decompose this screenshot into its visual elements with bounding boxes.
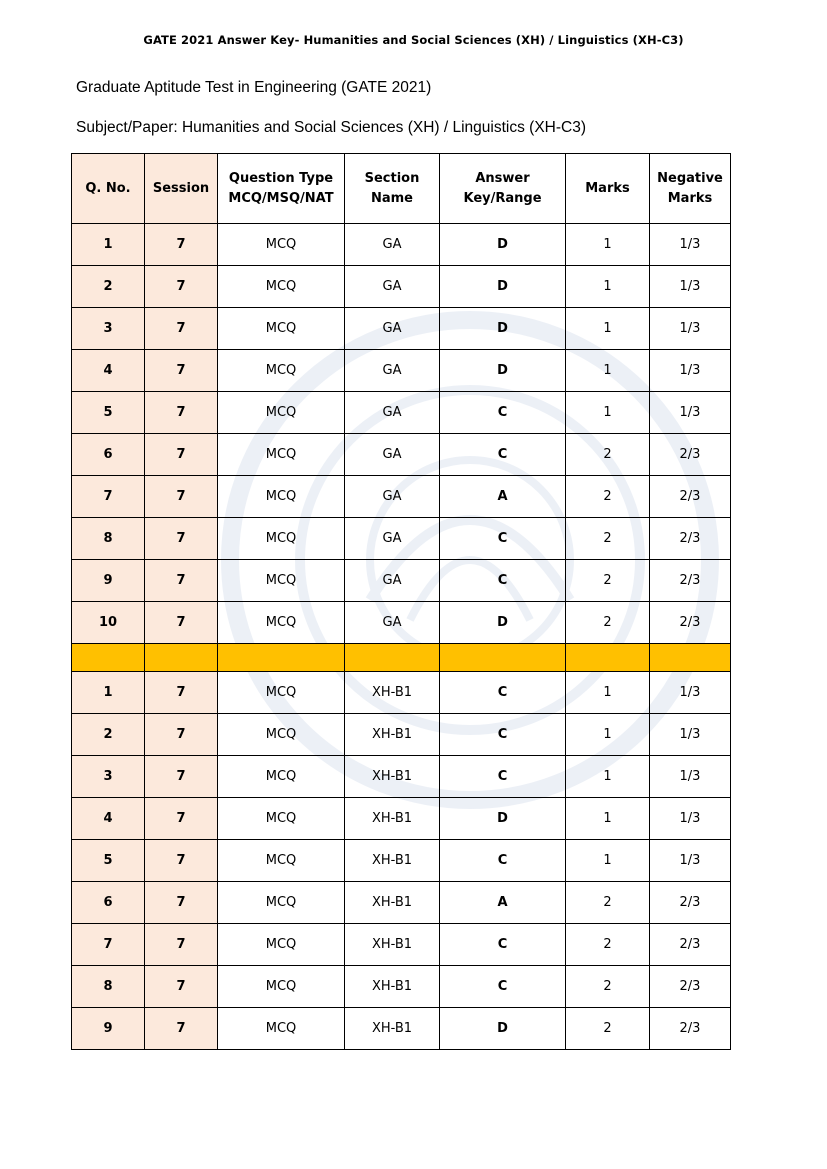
cell-answer-key: C (440, 840, 566, 882)
cell-qno: 9 (72, 560, 145, 602)
table-row (72, 266, 731, 308)
cell-question-type: MCQ (218, 714, 345, 756)
cell-marks: 1 (566, 714, 650, 756)
cell-answer-key: A (440, 882, 566, 924)
cell-session: 7 (145, 266, 218, 308)
cell-marks: 2 (566, 966, 650, 1008)
cell-question-type: MCQ (218, 882, 345, 924)
cell-marks: 1 (566, 798, 650, 840)
cell-negative-marks: 2/3 (650, 966, 731, 1008)
cell-answer-key: C (440, 924, 566, 966)
cell-question-type: MCQ (218, 266, 345, 308)
col-header-question-type: Question Type MCQ/MSQ/NAT (218, 154, 345, 224)
cell-section: GA (345, 224, 440, 266)
cell-qno: 3 (72, 308, 145, 350)
cell-section: XH-B1 (345, 756, 440, 798)
cell-qno: 5 (72, 840, 145, 882)
col-header-section: Section Name (345, 154, 440, 224)
cell-marks: 2 (566, 924, 650, 966)
cell-answer-key: D (440, 266, 566, 308)
cell-question-type: MCQ (218, 840, 345, 882)
cell-session: 7 (145, 350, 218, 392)
cell-qno: 3 (72, 756, 145, 798)
cell-section: XH-B1 (345, 966, 440, 1008)
answer-key-table (71, 153, 731, 1050)
cell-question-type: MCQ (218, 924, 345, 966)
table-row (72, 518, 731, 560)
cell-qno: 2 (72, 266, 145, 308)
cell-answer-key: C (440, 392, 566, 434)
cell-qno: 7 (72, 476, 145, 518)
cell-question-type: MCQ (218, 350, 345, 392)
cell-session: 7 (145, 392, 218, 434)
cell-section: XH-B1 (345, 714, 440, 756)
table-row (72, 966, 731, 1008)
cell-answer-key: D (440, 350, 566, 392)
cell-negative-marks: 2/3 (650, 924, 731, 966)
cell-section: GA (345, 350, 440, 392)
cell-session: 7 (145, 308, 218, 350)
cell-negative-marks: 1/3 (650, 266, 731, 308)
cell-section: GA (345, 308, 440, 350)
cell-marks: 2 (566, 560, 650, 602)
cell-marks: 1 (566, 266, 650, 308)
cell-negative-marks: 2/3 (650, 434, 731, 476)
separator-cell (345, 644, 440, 672)
cell-section: GA (345, 434, 440, 476)
cell-qno: 6 (72, 882, 145, 924)
cell-answer-key: C (440, 756, 566, 798)
cell-answer-key: D (440, 798, 566, 840)
cell-session: 7 (145, 840, 218, 882)
cell-session: 7 (145, 714, 218, 756)
cell-marks: 2 (566, 518, 650, 560)
table-row (72, 350, 731, 392)
cell-question-type: MCQ (218, 434, 345, 476)
cell-marks: 2 (566, 434, 650, 476)
cell-section: XH-B1 (345, 882, 440, 924)
cell-session: 7 (145, 882, 218, 924)
separator-cell (566, 644, 650, 672)
cell-question-type: MCQ (218, 798, 345, 840)
cell-question-type: MCQ (218, 560, 345, 602)
cell-negative-marks: 1/3 (650, 224, 731, 266)
cell-negative-marks: 2/3 (650, 560, 731, 602)
cell-qno: 1 (72, 672, 145, 714)
cell-qno: 4 (72, 798, 145, 840)
separator-cell (145, 644, 218, 672)
cell-marks: 2 (566, 476, 650, 518)
table-row (72, 798, 731, 840)
cell-section: GA (345, 266, 440, 308)
table-row (72, 1008, 731, 1050)
cell-qno: 5 (72, 392, 145, 434)
cell-session: 7 (145, 798, 218, 840)
cell-answer-key: A (440, 476, 566, 518)
col-header-marks: Marks (566, 154, 650, 224)
cell-negative-marks: 2/3 (650, 476, 731, 518)
cell-question-type: MCQ (218, 308, 345, 350)
cell-session: 7 (145, 756, 218, 798)
separator-cell (72, 644, 145, 672)
col-header-session: Session (145, 154, 218, 224)
cell-question-type: MCQ (218, 1008, 345, 1050)
cell-marks: 1 (566, 224, 650, 266)
cell-answer-key: C (440, 518, 566, 560)
cell-question-type: MCQ (218, 392, 345, 434)
cell-section: XH-B1 (345, 798, 440, 840)
cell-session: 7 (145, 224, 218, 266)
section-separator-row (72, 644, 731, 672)
cell-question-type: MCQ (218, 672, 345, 714)
cell-section: GA (345, 476, 440, 518)
cell-answer-key: D (440, 224, 566, 266)
cell-qno: 2 (72, 714, 145, 756)
col-header-qno: Q. No. (72, 154, 145, 224)
separator-cell (650, 644, 731, 672)
cell-section: GA (345, 392, 440, 434)
cell-session: 7 (145, 924, 218, 966)
table-row (72, 476, 731, 518)
cell-negative-marks: 2/3 (650, 518, 731, 560)
table-row (72, 756, 731, 798)
table-row (72, 602, 731, 644)
cell-answer-key: D (440, 602, 566, 644)
subject-title: Subject/Paper: Humanities and Social Sciences (XH) / Linguistics (XH-C3) (76, 119, 586, 136)
cell-answer-key: C (440, 672, 566, 714)
cell-session: 7 (145, 434, 218, 476)
cell-question-type: MCQ (218, 224, 345, 266)
cell-section: GA (345, 560, 440, 602)
cell-qno: 8 (72, 518, 145, 560)
cell-answer-key: C (440, 434, 566, 476)
cell-answer-key: C (440, 560, 566, 602)
cell-session: 7 (145, 1008, 218, 1050)
table-row (72, 714, 731, 756)
cell-session: 7 (145, 518, 218, 560)
cell-question-type: MCQ (218, 602, 345, 644)
cell-question-type: MCQ (218, 966, 345, 1008)
cell-negative-marks: 1/3 (650, 798, 731, 840)
cell-marks: 2 (566, 602, 650, 644)
cell-negative-marks: 1/3 (650, 350, 731, 392)
cell-negative-marks: 1/3 (650, 308, 731, 350)
cell-answer-key: D (440, 1008, 566, 1050)
cell-question-type: MCQ (218, 476, 345, 518)
cell-question-type: MCQ (218, 756, 345, 798)
cell-negative-marks: 1/3 (650, 714, 731, 756)
cell-section: GA (345, 518, 440, 560)
cell-marks: 2 (566, 1008, 650, 1050)
cell-marks: 2 (566, 882, 650, 924)
table-row (72, 882, 731, 924)
cell-qno: 8 (72, 966, 145, 1008)
cell-negative-marks: 2/3 (650, 602, 731, 644)
table-row (72, 434, 731, 476)
cell-section: GA (345, 602, 440, 644)
cell-qno: 9 (72, 1008, 145, 1050)
cell-question-type: MCQ (218, 518, 345, 560)
exam-title: Graduate Aptitude Test in Engineering (GATE 2021) (76, 79, 432, 96)
separator-cell (440, 644, 566, 672)
table-row (72, 392, 731, 434)
cell-marks: 1 (566, 308, 650, 350)
cell-qno: 10 (72, 602, 145, 644)
cell-negative-marks: 2/3 (650, 1008, 731, 1050)
table-row (72, 308, 731, 350)
table-row (72, 224, 731, 266)
cell-session: 7 (145, 476, 218, 518)
cell-answer-key: C (440, 966, 566, 1008)
cell-section: XH-B1 (345, 672, 440, 714)
cell-qno: 1 (72, 224, 145, 266)
cell-qno: 7 (72, 924, 145, 966)
table-row (72, 560, 731, 602)
cell-answer-key: D (440, 308, 566, 350)
cell-session: 7 (145, 966, 218, 1008)
cell-negative-marks: 1/3 (650, 672, 731, 714)
cell-negative-marks: 2/3 (650, 882, 731, 924)
cell-negative-marks: 1/3 (650, 392, 731, 434)
table-row (72, 672, 731, 714)
cell-marks: 1 (566, 392, 650, 434)
cell-negative-marks: 1/3 (650, 840, 731, 882)
cell-qno: 6 (72, 434, 145, 476)
cell-qno: 4 (72, 350, 145, 392)
cell-section: XH-B1 (345, 1008, 440, 1050)
cell-session: 7 (145, 560, 218, 602)
col-header-answer: Answer Key/Range (440, 154, 566, 224)
cell-answer-key: C (440, 714, 566, 756)
table-row (72, 924, 731, 966)
separator-cell (218, 644, 345, 672)
cell-session: 7 (145, 672, 218, 714)
cell-session: 7 (145, 602, 218, 644)
cell-negative-marks: 1/3 (650, 756, 731, 798)
cell-section: XH-B1 (345, 924, 440, 966)
table-row (72, 840, 731, 882)
cell-marks: 1 (566, 672, 650, 714)
cell-section: XH-B1 (345, 840, 440, 882)
cell-marks: 1 (566, 756, 650, 798)
cell-marks: 1 (566, 350, 650, 392)
page-header: GATE 2021 Answer Key- Humanities and Social Sciences (XH) / Linguistics (XH-C3) (143, 33, 684, 47)
table-header-row (72, 154, 731, 224)
col-header-negative: Negative Marks (650, 154, 731, 224)
cell-marks: 1 (566, 840, 650, 882)
